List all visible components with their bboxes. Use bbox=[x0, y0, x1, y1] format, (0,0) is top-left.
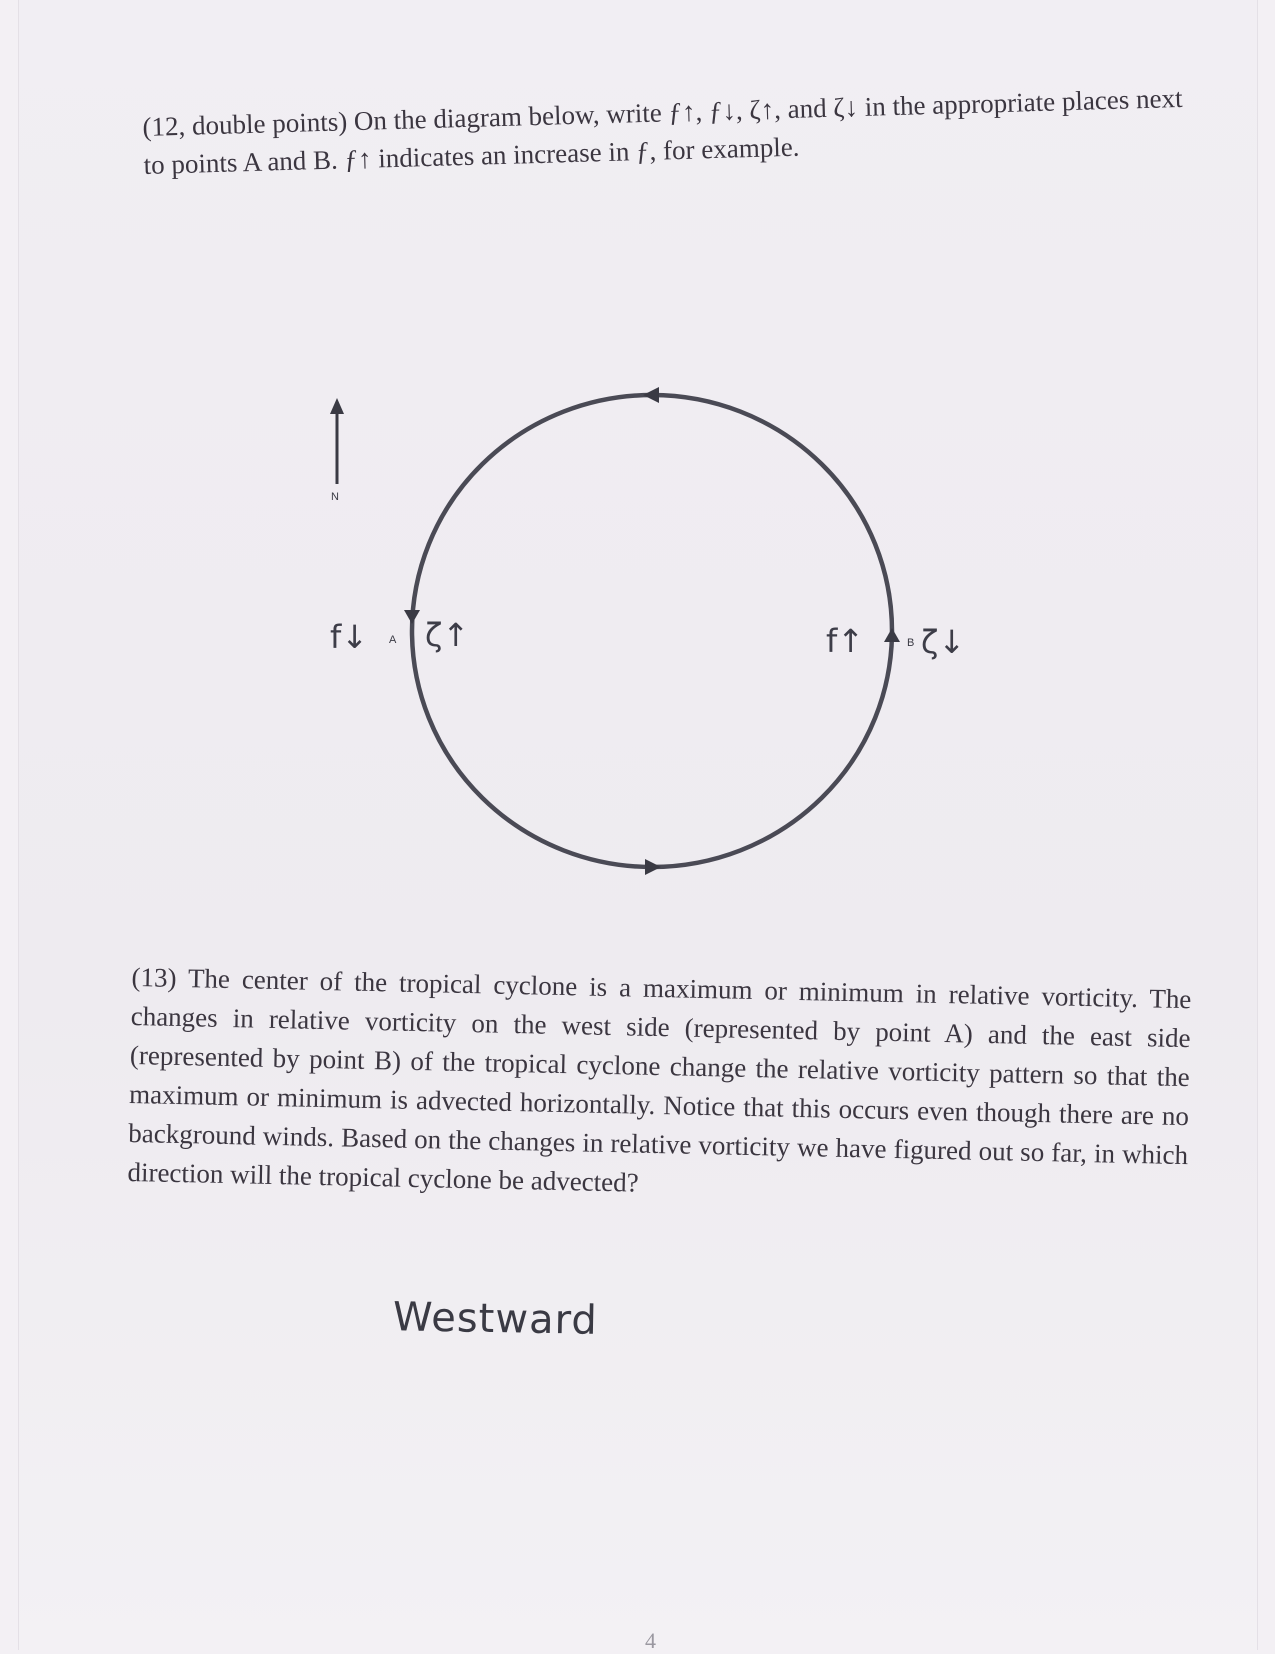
question-12-text: (12, double points) On the diagram below, write ƒ↑, ƒ↓, ζ↑, and ζ↓ in the appropriate places next to points A and B. ƒ↑ indicates an increase in ƒ, for example. bbox=[142, 82, 1183, 180]
top-arrowhead-icon bbox=[643, 387, 659, 403]
point-a-arrowhead-icon bbox=[404, 610, 420, 624]
bottom-arrowhead-icon bbox=[645, 859, 661, 875]
handwritten-b-left: f↑ bbox=[826, 622, 865, 660]
handwritten-b-right: ζ↓ bbox=[921, 623, 966, 661]
question-13-text: (13) The center of the tropical cyclone is a maximum or minimum in relative vorticity. The changes in relative vorticity on the west side (represented by point A) and the east side (represented by point B) of the tropical cyclone change the relative vorticity pattern so that the maximum or minimum is advected horizontally. Notice that this occurs even though there are no background winds. Based on the changes in relative vorticity we have figured out so far, in which direction will the tropical cyclone be advected? bbox=[127, 961, 1192, 1198]
north-label: N bbox=[331, 491, 339, 503]
handwritten-answer: Westward bbox=[392, 1294, 599, 1344]
point-a-label: A bbox=[389, 634, 397, 646]
north-arrow bbox=[330, 398, 344, 484]
handwritten-a-left: f↓ bbox=[330, 618, 369, 656]
page-number: 4 bbox=[645, 1628, 656, 1653]
handwritten-a-right: ζ↑ bbox=[425, 616, 470, 654]
point-b-arrowhead-icon bbox=[884, 628, 900, 642]
point-b-label: B bbox=[907, 637, 915, 649]
cyclone-circle bbox=[412, 395, 892, 867]
